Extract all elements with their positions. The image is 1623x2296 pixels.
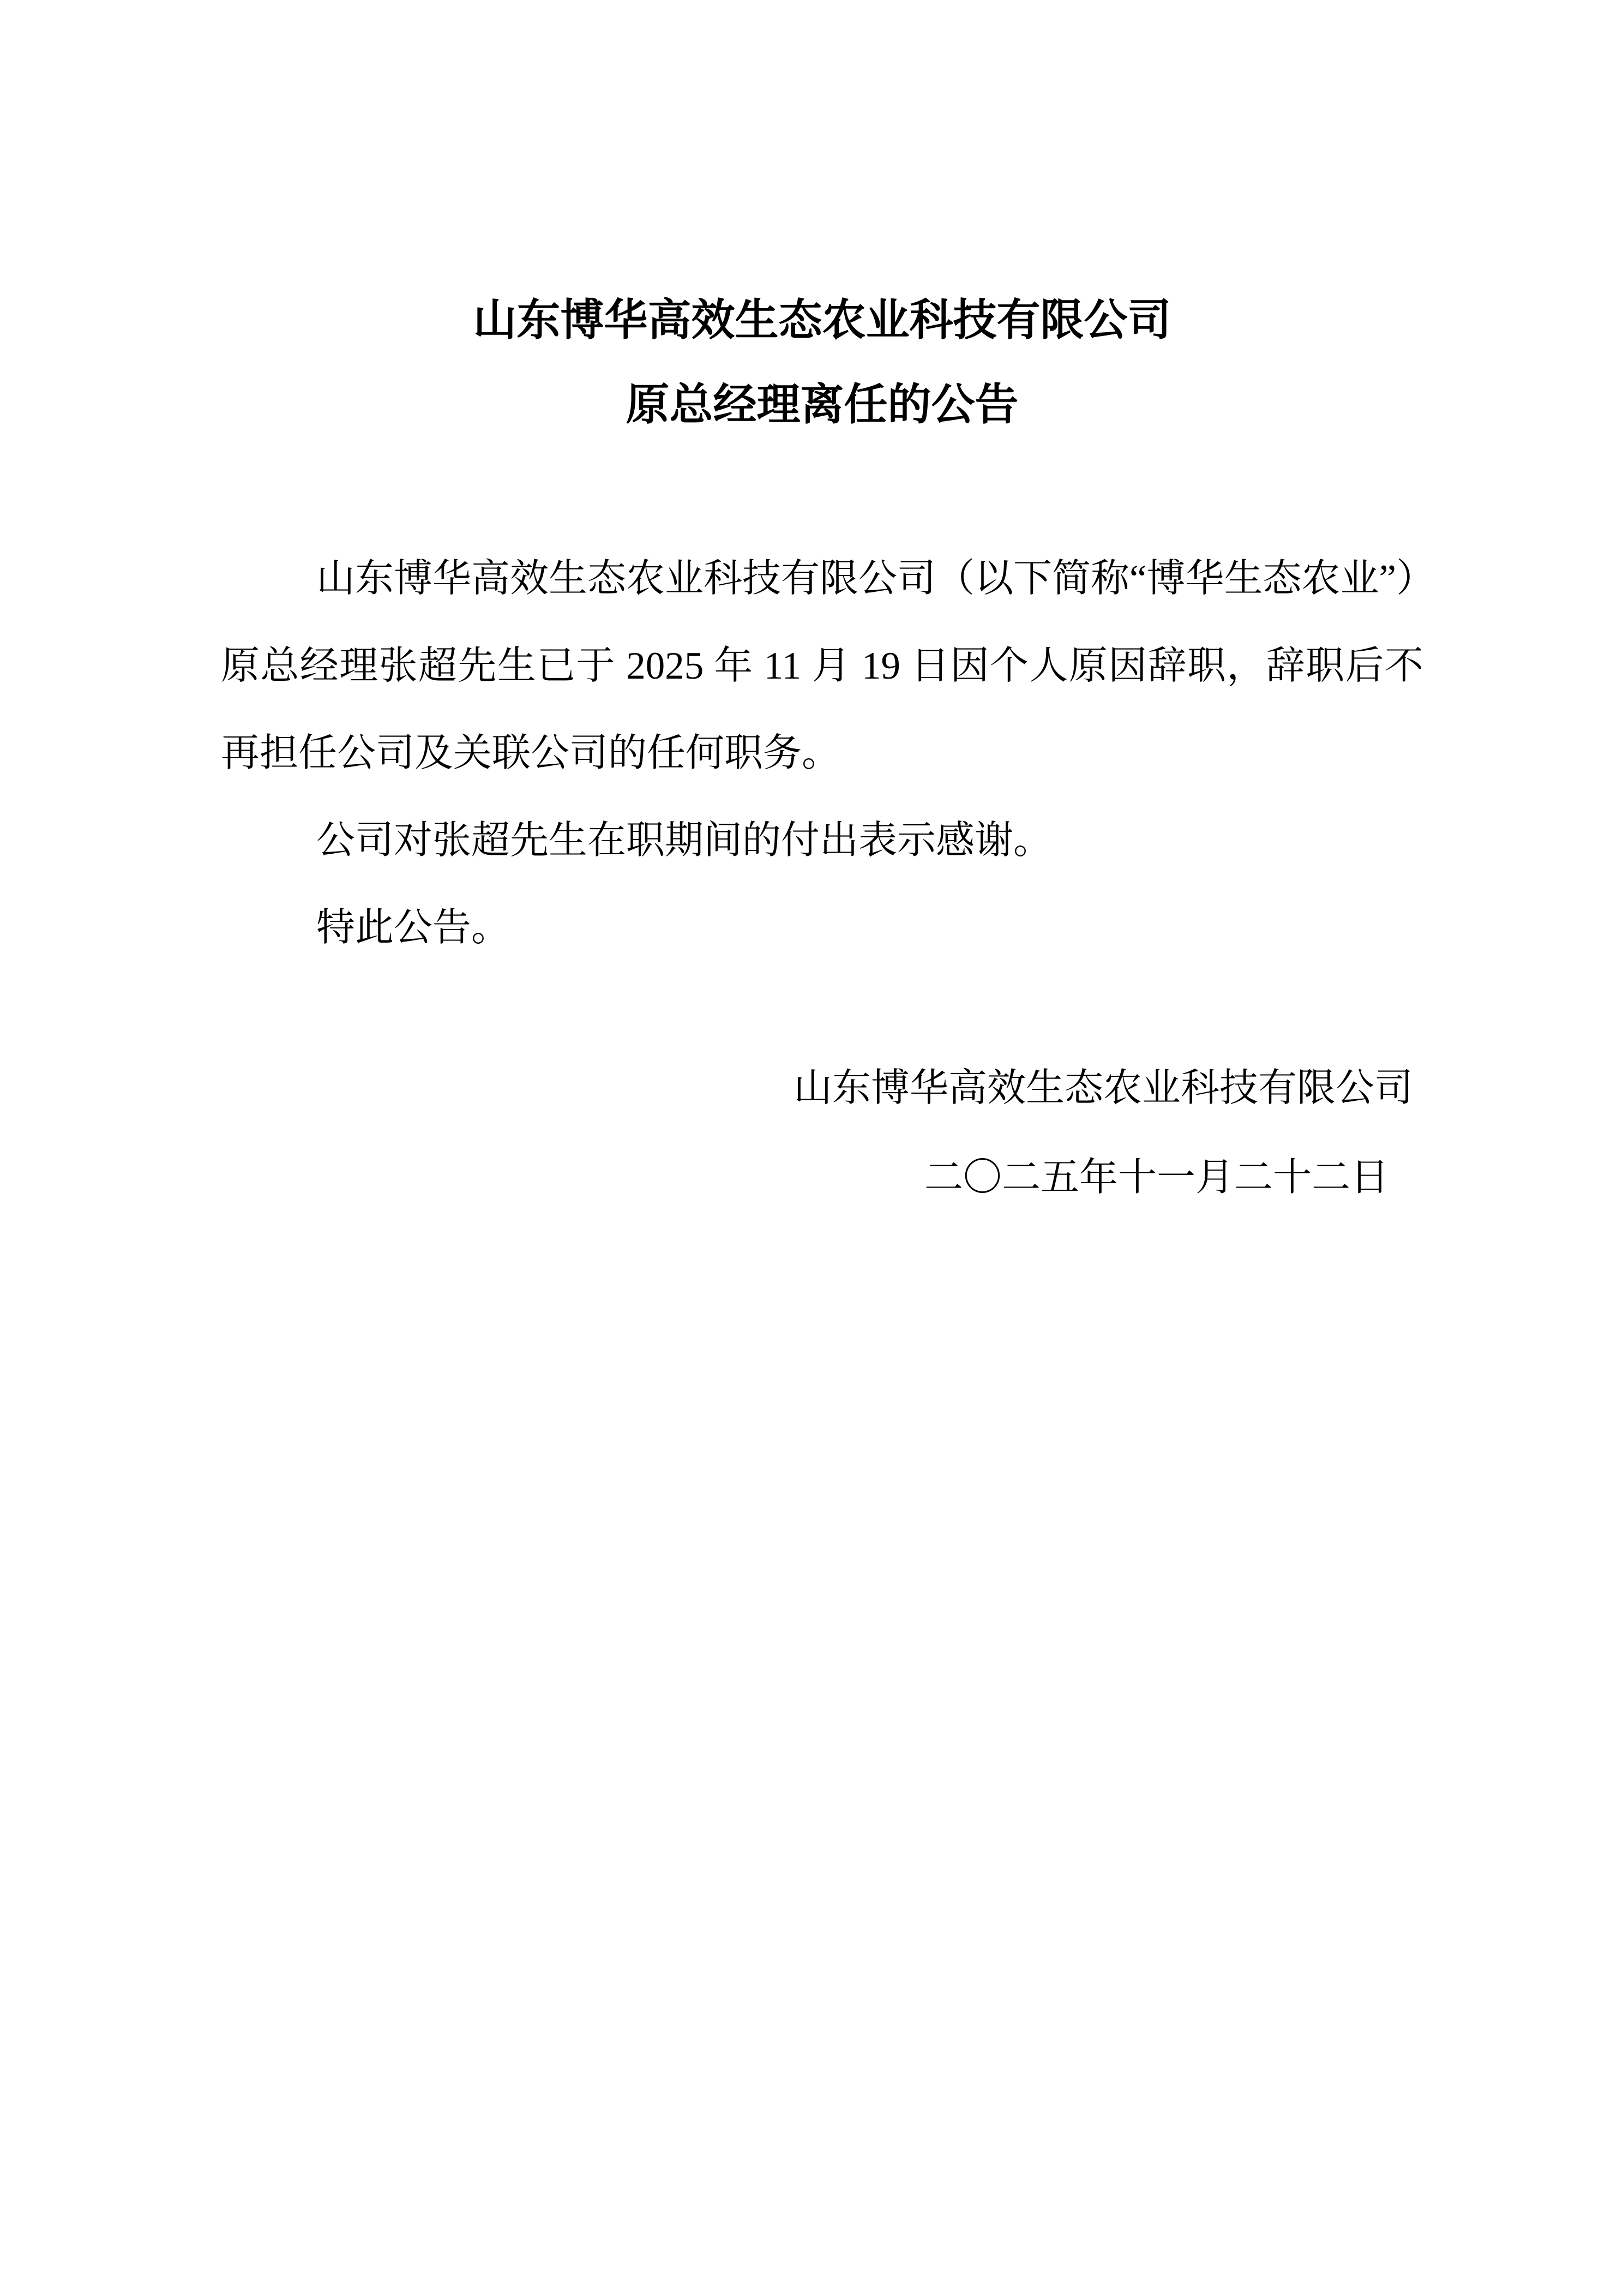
paragraph1-line2: 原总经理张超先生已于 2025 年 11 月 19 日因个人原因辞职，辞职后不 — [221, 645, 1423, 687]
signature-company-name: 山东博华高效生态农业科技有限公司 — [794, 1067, 1414, 1110]
signature-date: 二〇二五年十一月二十二日 — [924, 1156, 1390, 1199]
paragraph3: 特此公告。 — [316, 907, 510, 949]
document-title-company: 山东博华高效生态农业科技有限公司 — [473, 297, 1171, 345]
document-title-announcement: 原总经理离任的公告 — [626, 381, 1019, 429]
paragraph2: 公司对张超先生在职期间的付出表示感谢。 — [316, 819, 1053, 862]
paragraph1-line1: 山东博华高效生态农业科技有限公司（以下简称“博华生态农业”） — [316, 557, 1435, 600]
paragraph1-line3: 再担任公司及关联公司的任何职务。 — [221, 732, 841, 775]
